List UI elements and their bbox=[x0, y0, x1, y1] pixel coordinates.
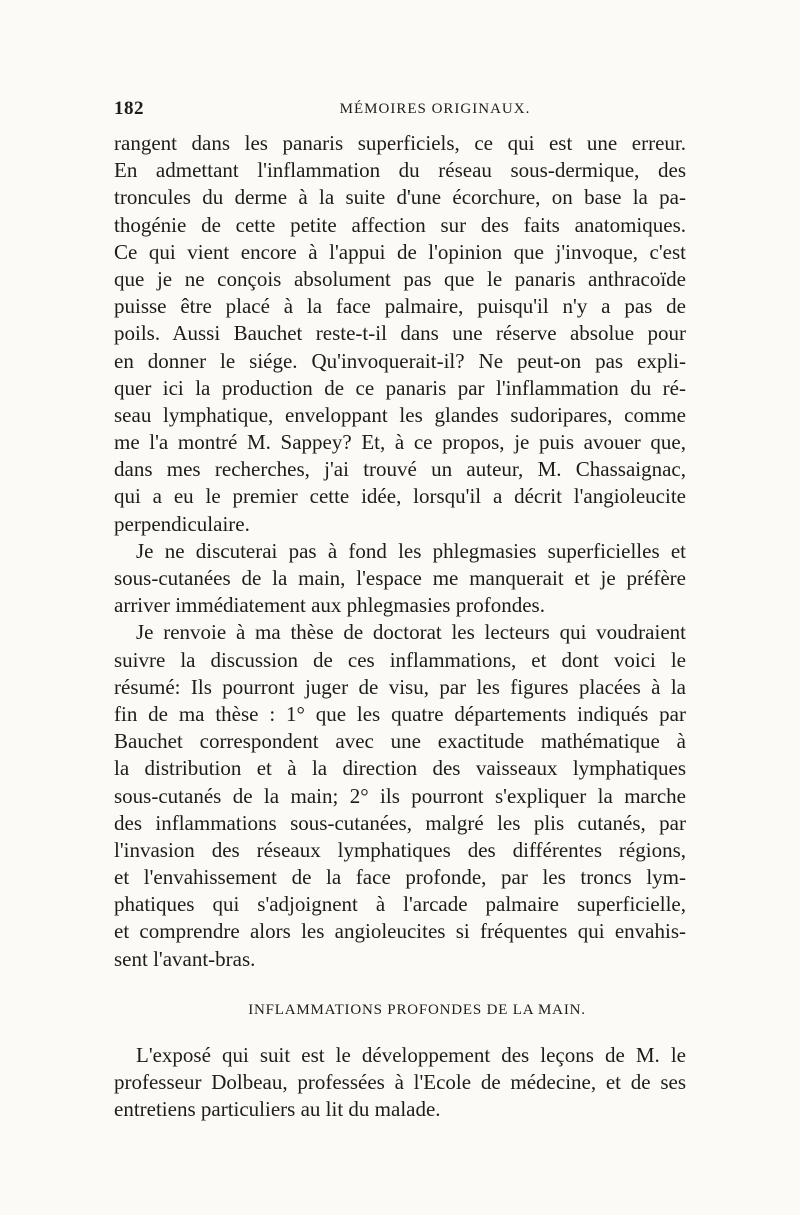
text-line: qui a eu le premier cette idée, lorsqu'il a décrit l'angioleucite bbox=[114, 484, 686, 509]
page-number: 182 bbox=[114, 98, 144, 119]
text-line: perpendiculaire. bbox=[114, 511, 250, 536]
text-line: sous-cutanées de la main, l'espace me manquerait et je préfère bbox=[114, 566, 686, 590]
text-line: poils. Aussi Bauchet reste-t-il dans une réserve absolue pour bbox=[114, 321, 686, 346]
text-line: quer ici la production de ce panaris par l'inflammation du ré- bbox=[114, 375, 686, 400]
text-line: thogénie de cette petite affection sur des faits anatomiques. bbox=[114, 212, 686, 237]
text-line: la distribution et à la direction des vaisseaux lymphatiques bbox=[114, 756, 686, 781]
text-line: phatiques qui s'adjoignent à l'arcade palmaire superficielle, bbox=[114, 892, 686, 917]
text-line: arriver immédiatement aux phlegmasies profondes. bbox=[114, 593, 545, 618]
text-line: Ce qui vient encore à l'appui de l'opinion que j'invoque, c'est bbox=[114, 239, 686, 264]
page-header bbox=[114, 98, 686, 124]
text-line: puisse être placé à la face palmaire, puisqu'il n'y a pas de bbox=[114, 294, 686, 319]
text-line: professeur Dolbeau, professées à l'Ecole de médecine, et de ses bbox=[114, 1070, 686, 1095]
section-text bbox=[114, 1042, 686, 1124]
text-line: suivre la discussion de ces inflammations, et dont voici le bbox=[114, 647, 686, 672]
text-line: me l'a montré M. Sappey? Et, à ce propos, je puis avouer que, bbox=[114, 430, 686, 455]
text-line: sent l'avant-bras. bbox=[114, 946, 256, 971]
text-line: dans mes recherches, j'ai trouvé un auteur, M. Chassaignac, bbox=[114, 457, 686, 482]
text-line: Je ne discuterai pas à fond les phlegmasies superficielles et bbox=[136, 538, 686, 563]
section-heading: INFLAMMATIONS PROFONDES DE LA MAIN. bbox=[248, 1002, 586, 1018]
body-text bbox=[114, 130, 686, 973]
text-line: que je ne conçois absolument pas que le panaris anthracoïde bbox=[114, 266, 686, 291]
text-line: en donner le siége. Qu'invoquerait-il? Ne peut-on pas expli- bbox=[114, 348, 686, 373]
text-line: sous-cutanés de la main; 2° ils pourront s'expliquer la marche bbox=[114, 783, 686, 808]
text-line: l'invasion des réseaux lymphatiques des différentes régions, bbox=[114, 837, 686, 862]
text-line: des inflammations sous-cutanées, malgré les plis cutanés, par bbox=[114, 810, 686, 835]
text-line: troncules du derme à la suite d'une écorchure, on base la pa- bbox=[114, 185, 686, 210]
text-line: fin de ma thèse : 1° que les quatre départements indiqués par bbox=[114, 701, 686, 726]
text-line: et l'envahissement de la face profonde, par les troncs lym- bbox=[114, 865, 686, 890]
text-line: entretiens particuliers au lit du malade. bbox=[114, 1097, 441, 1122]
running-head: MÉMOIRES ORIGINAUX. bbox=[339, 101, 531, 117]
text-line: rangent dans les panaris superficiels, ce qui est une erreur. bbox=[114, 131, 686, 155]
text-line: En admettant l'inflammation du réseau sous-dermique, des bbox=[114, 158, 686, 183]
text-line: et comprendre alors les angioleucites si fréquentes qui envahis- bbox=[114, 919, 686, 944]
text-line: résumé: Ils pourront juger de visu, par les figures placées à la bbox=[114, 674, 686, 699]
text-line: seau lymphatique, enveloppant les glandes sudoripares, comme bbox=[114, 402, 686, 427]
text-line: Bauchet correspondent avec une exactitude mathématique à bbox=[114, 729, 686, 754]
text-line: Je renvoie à ma thèse de doctorat les lecteurs qui voudraient bbox=[136, 620, 686, 645]
text-line: L'exposé qui suit est le développement des leçons de M. le bbox=[136, 1043, 686, 1067]
